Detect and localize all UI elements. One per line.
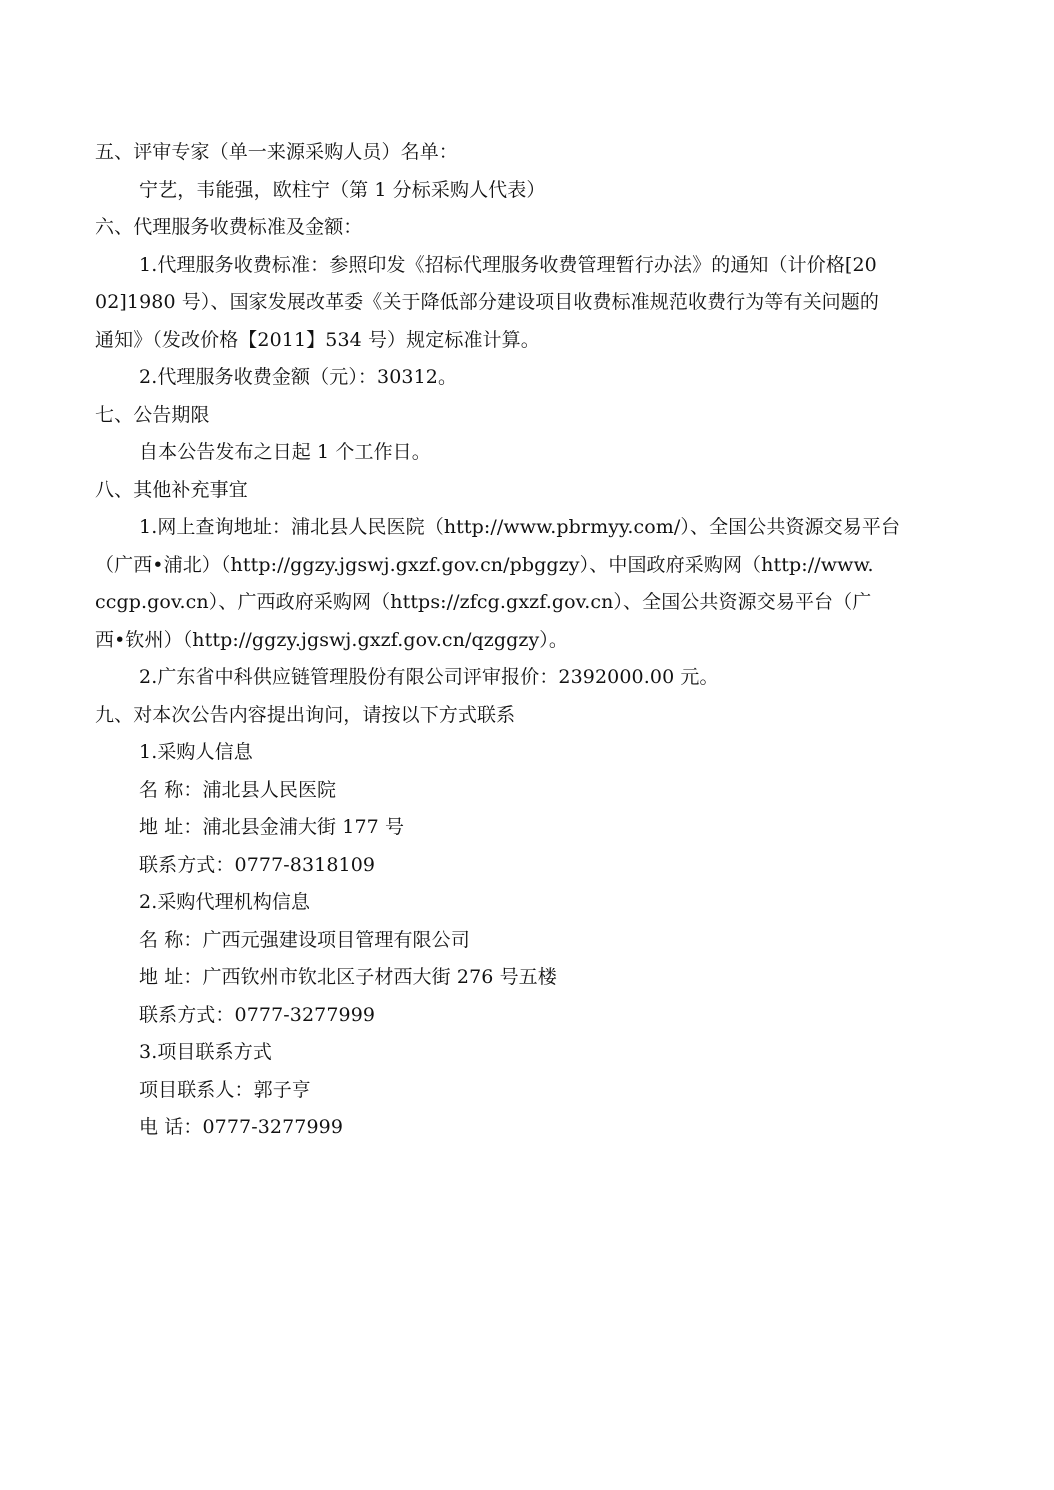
purchaser-name: 名 称：浦北县人民医院 [139, 778, 337, 801]
section-heading-5: 五、评审专家（单一来源采购人员）名单： [95, 141, 458, 163]
agency-address: 地 址：广西钦州市钦北区子材西大街 276 号五楼 [139, 966, 557, 988]
project-contact-phone: 电 话：0777-3277999 [139, 1116, 344, 1138]
paragraph-line: ccgp.gov.cn）、广西政府采购网（https://zfcg.gxzf.gov.cn）、全国公共资源交易平台（广 [95, 591, 872, 613]
paragraph-line: 02]1980 号）、国家发展改革委《关于降低部分建设项目收费标准规范收费行为等有关问题的 [95, 291, 879, 313]
paragraph-line: 2.代理服务收费金额（元）：30312。 [139, 366, 458, 388]
section-heading-7: 七、公告期限 [95, 403, 210, 426]
subheading-project-contact: 3.项目联系方式 [139, 1041, 272, 1063]
section-heading-9: 九、对本次公告内容提出询问，请按以下方式联系 [95, 703, 516, 726]
agency-contact: 联系方式：0777-3277999 [139, 1003, 376, 1026]
section-heading-8: 八、其他补充事宜 [95, 478, 248, 501]
paragraph-line: 1.代理服务收费标准：参照印发《招标代理服务收费管理暂行办法》的通知（计价格[20 [139, 253, 877, 276]
subheading-agency: 2.采购代理机构信息 [139, 891, 311, 913]
purchaser-contact: 联系方式：0777-8318109 [139, 853, 376, 876]
paragraph-line: 自本公告发布之日起 1 个工作日。 [139, 441, 431, 463]
paragraph-line: （广西•浦北）（http://ggzy.jgswj.gxzf.gov.cn/pbggzy）、中国政府采购网（http://www. [95, 553, 874, 576]
paragraph-line: 宁艺，韦能强，欧柱宁（第 1 分标采购人代表） [139, 178, 546, 201]
subheading-purchaser: 1.采购人信息 [139, 741, 253, 763]
section-heading-6: 六、代理服务收费标准及金额： [95, 216, 363, 238]
purchaser-address: 地 址：浦北县金浦大街 177 号 [139, 816, 405, 838]
paragraph-line: 2.广东省中科供应链管理股份有限公司评审报价：2392000.00 元。 [139, 666, 719, 688]
paragraph-line: 西•钦州）（http://ggzy.jgswj.gxzf.gov.cn/qzggzy）。 [95, 628, 568, 651]
project-contact-person: 项目联系人：郭子亨 [139, 1078, 311, 1101]
document-body [95, 134, 975, 1147]
paragraph-line: 1.网上查询地址：浦北县人民医院（http://www.pbrmyy.com/）、全国公共资源交易平台 [139, 516, 901, 538]
paragraph-line: 通知》（发改价格【2011】534 号）规定标准计算。 [95, 328, 540, 351]
agency-name: 名 称：广西元强建设项目管理有限公司 [139, 928, 470, 951]
